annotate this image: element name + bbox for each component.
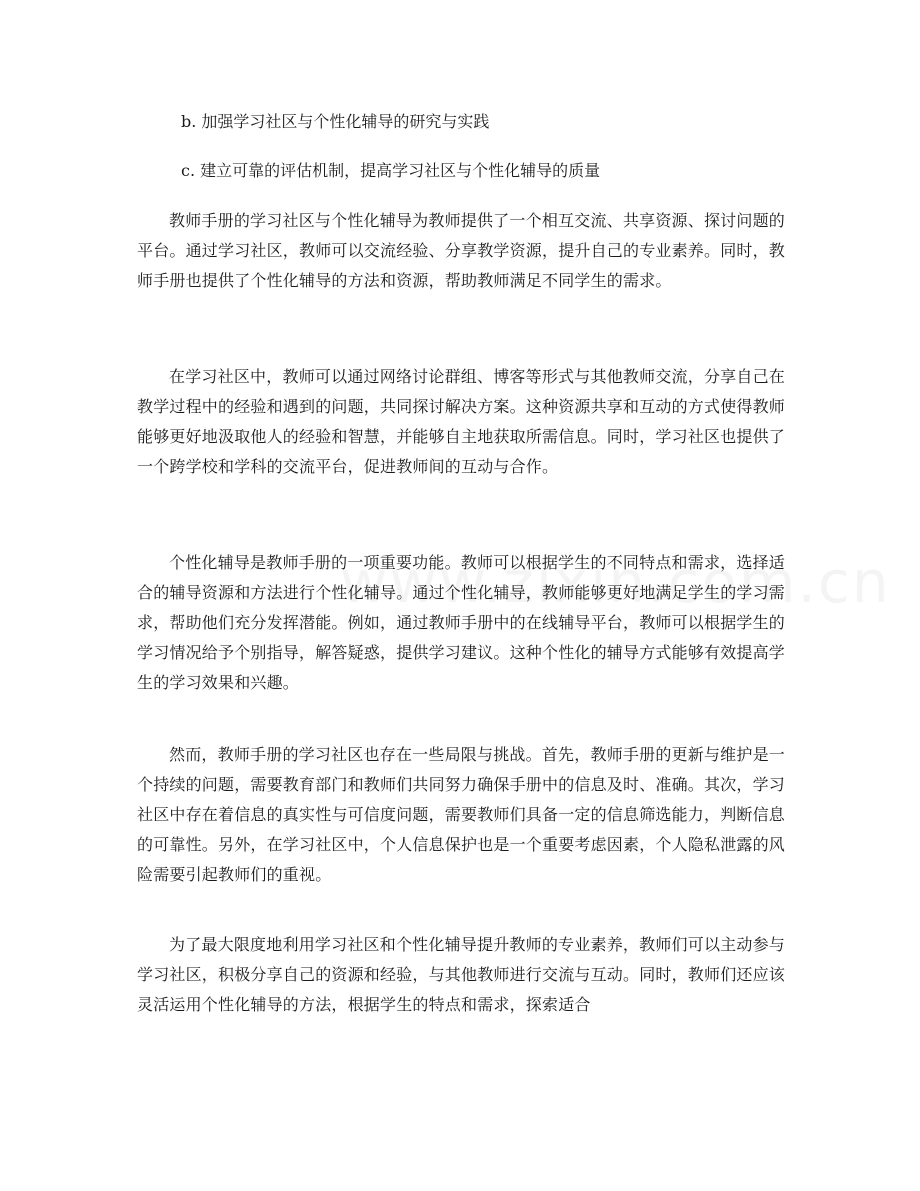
paragraph-limitations-challenges: [137, 740, 785, 890]
paragraph-text: 教师手册的学习社区与个性化辅导为教师提供了一个相互交流、共享资源、探讨问题的平台。通过学习社区，教师可以交流经验、分享教学资源，提升自己的专业素养。同时，教师手册也提供了个性化辅导的方法和资源，帮助教师满足不同学生的需求。: [137, 211, 786, 290]
paragraph-text: 在学习社区中，教师可以通过网络讨论群组、博客等形式与其他教师交流，分享自己在教学过程中的经验和遇到的问题，共同探讨解决方案。这种资源共享和互动的方式使得教师能够更好地汲取他人的经验和智慧，并能够自主地获取所需信息。同时，学习社区也提供了一个跨学校和学科的交流平台，促进教师间的互动与合作。: [137, 367, 786, 476]
paragraph-text: 然而，教师手册的学习社区也存在一些局限与挑战。首先，教师手册的更新与维护是一个持续的问题，需要教育部门和教师们共同努力确保手册中的信息及时、准确。其次，学习社区中存在着信息的真实性与可信度问题，需要教师们具备一定的信息筛选能力，判断信息的可靠性。另外，在学习社区中，个人信息保护也是一个重要考虑因素，个人隐私泄露的风险需要引起教师们的重视。: [137, 745, 786, 884]
paragraph-learning-community-overview: [137, 206, 785, 296]
paragraph-community-exchange: [137, 362, 785, 482]
paragraph-text: 个性化辅导是教师手册的一项重要功能。教师可以根据学生的不同特点和需求，选择适合的辅导资源和方法进行个性化辅导。通过个性化辅导，教师能够更好地满足学生的学习需求，帮助他们充分发挥潜能。例如，通过教师手册中的在线辅导平台，教师可以根据学生的学习情况给予个别指导，解答疑惑，提供学习建议。这种个性化的辅导方式能够有效提高学生的学习效果和兴趣。: [137, 553, 786, 692]
paragraph-recommendations: [137, 930, 785, 1020]
paragraph-personalized-tutoring: [137, 548, 785, 698]
list-item-b: b. 加强学习社区与个性化辅导的研究与实践: [181, 112, 490, 131]
list-item-c: c. 建立可靠的评估机制，提高学习社区与个性化辅导的质量: [181, 161, 601, 180]
paragraph-text: 为了最大限度地利用学习社区和个性化辅导提升教师的专业素养，教师们可以主动参与学习社区，积极分享自己的资源和经验，与其他教师进行交流与互动。同时，教师们还应该灵活运用个性化辅导的方法，根据学生的特点和需求，探索适合: [137, 935, 786, 1014]
